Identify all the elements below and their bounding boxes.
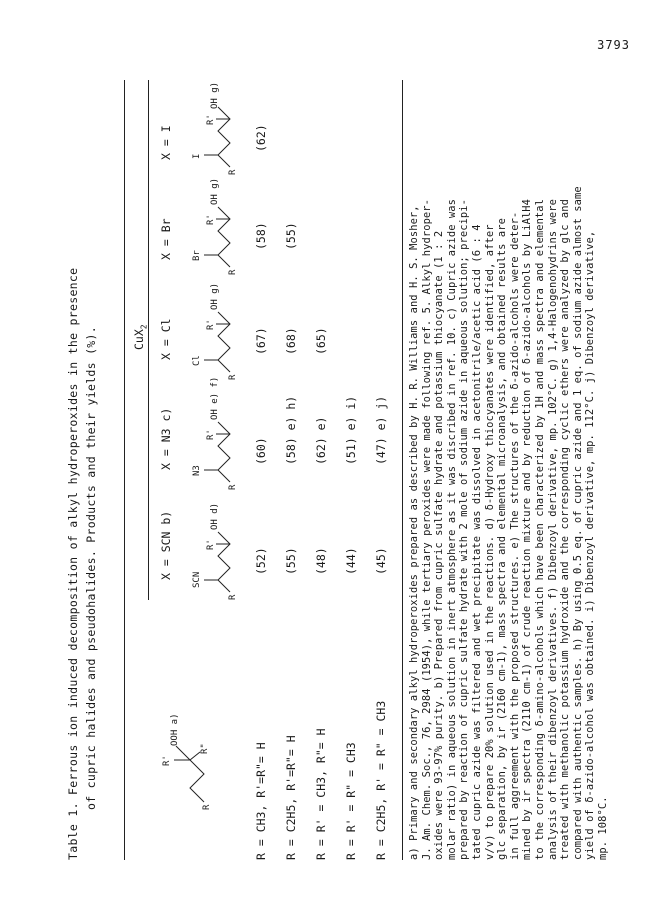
struct-r-n3: R — [228, 484, 238, 490]
row-label: R = R' = CH3, R"= H — [314, 728, 328, 860]
col-header-n3: X = N3 c) — [159, 407, 173, 470]
reactant-ooh: OOH a) — [170, 713, 180, 746]
struct-r-cl: R — [228, 374, 238, 380]
footnote-line: mined by ir spectra (2110 cm-1) of crude reaction mixture and by reduction of δ-azido-alcohols by LiAlH4 — [521, 199, 534, 860]
yield-cell: (55) — [284, 222, 298, 250]
footnote-line: a) Primary and secondary alkyl hydroperoxides prepared as described by H. R. Williams and H. S. Mosher, — [408, 205, 420, 860]
struct-r-scn: R — [228, 594, 238, 600]
footnote-line: in full aggreement with the proposed structures. e) The structures of the δ-azido-alcohols were deter- — [508, 211, 521, 860]
product-structure-scn — [184, 500, 244, 600]
yield-cell: (44) — [344, 547, 358, 575]
footnote-line: to the corresponding δ-amino-alcohols which have been characterized by 1H and mass spectra and elemental — [533, 199, 546, 860]
yield-cell: (47) e) j) — [374, 395, 388, 465]
yield-cell: (65) — [314, 327, 328, 355]
struct-end-cl: OH g) — [210, 282, 220, 310]
cux2-text: CuX — [132, 329, 146, 350]
product-structure-br — [184, 175, 244, 275]
product-structure-cl — [184, 280, 244, 380]
struct-end-scn: OH d) — [210, 502, 220, 530]
struct-rp-n3: R' — [206, 429, 216, 440]
cux2-subscript: 2 — [139, 324, 149, 330]
footnote-line: J. Am. Chem. Soc., 76, 2984 (1954), while tertiary peroxides were made following ref. 5. Alkyl hydroper- — [420, 199, 433, 860]
reactant-rdouble: R" — [200, 743, 210, 754]
cux2-header — [132, 324, 148, 350]
footnotes — [408, 80, 610, 860]
yield-cell: (45) — [374, 547, 388, 575]
row-label: R = C2H5, R'=R"= H — [284, 735, 298, 860]
row-label: R = C2H5, R' = R" = CH3 — [374, 700, 388, 860]
reactant-r: R — [202, 804, 212, 810]
struct-top-i: I — [192, 153, 202, 159]
yield-cell: (60) — [254, 437, 268, 465]
struct-r-br: R — [228, 269, 238, 275]
yield-cell: (52) — [254, 547, 268, 575]
struct-top-n3: N3 — [192, 465, 202, 476]
footnote-line: tated cupric azide was filtered and wet precipitate was dissolved in acetonitrile/acetic acid (6 : 4 — [470, 224, 483, 860]
yield-cell: (62) — [254, 124, 268, 152]
footnote-line: glc separation, by ir (2160 cm-1), mass spectra and elemental microanalysis, and obtained results are — [496, 218, 509, 860]
cux2-rule — [148, 80, 149, 600]
footnote-line: analysis of their dibenzoyl derivatives. f) Dibenzoyl derivative, mp. 102°C. g) 1,4-Halogenohydrins were — [546, 199, 559, 860]
struct-top-cl: Cl — [192, 355, 202, 366]
struct-rp-scn: R' — [206, 539, 216, 550]
reactant-structure — [154, 713, 214, 810]
row-label: R = CH3, R'=R"= H — [254, 742, 268, 860]
top-rule — [124, 80, 125, 860]
struct-end-br: OH g) — [210, 177, 220, 205]
table-caption — [64, 80, 100, 860]
struct-rp-br: R' — [206, 214, 216, 225]
yield-cell: (62) e) — [314, 416, 328, 465]
yield-cell: (55) — [284, 547, 298, 575]
bottom-rule — [402, 80, 403, 860]
caption-line-2: of cupric halides and pseudohalides. Products and their yields (%). — [84, 326, 98, 810]
col-header-br: X = Br — [159, 218, 173, 260]
footnote-line: mp. 108°C. — [596, 796, 609, 860]
struct-end-i: OH g) — [210, 81, 220, 109]
product-structure-i — [184, 80, 244, 175]
page-number: 3793 — [597, 38, 630, 52]
yield-cell: (48) — [314, 547, 328, 575]
yield-cell: (67) — [254, 327, 268, 355]
struct-rp-cl: R' — [206, 319, 216, 330]
row-label: R = R' = R" = CH3 — [344, 742, 358, 860]
struct-top-br: Br — [192, 250, 202, 261]
product-structure-n3 — [184, 376, 244, 490]
footnote-line: compared with authentic samples. h) By using 0.5 eq. of cupric azide and 1 eq. of sodium azide almost same — [571, 186, 584, 860]
footnote-line: treated with methanolic potassium hydroxide and the corresponding cyclic ethers were analyzed by glc and — [559, 199, 572, 860]
yield-cell: (58) e) h) — [284, 395, 298, 465]
reactant-rprime: R' — [162, 755, 172, 766]
col-header-cl: X = Cl — [159, 318, 173, 360]
footnote-line: v/v) to prepare 20% solution used in the reactions. d) δ-Hydroxy thiocyanates were identified, after — [483, 224, 496, 860]
col-header-scn: X = SCN b) — [159, 510, 173, 580]
yield-cell: (68) — [284, 327, 298, 355]
footnote-line: molar ratio) in aqueous solution in inert atmosphere as it was discribed in ref. 10. c) Cupric azide was — [445, 199, 458, 860]
col-header-i: X = I — [159, 125, 173, 160]
rotated-table-block — [64, 80, 609, 860]
footnote-line: yield of δ-azido-alcohol was obtained. i) Dibenzoyl derivative, mp. 112°C. j) Dibenzoyl derivative, — [584, 230, 597, 860]
struct-r-i: R — [228, 169, 238, 175]
footnote-line: oxides were 93-97% purity. b) Prepared from cupric sulfate hydrate and potassium thiocyanate (1 : 2 — [433, 230, 446, 860]
caption-line-1: Table 1. Ferrous ion induced decomposition of alkyl hydroperoxides in the presence — [66, 267, 80, 860]
footnote-line: prepared by reaction of cupric sulfate hydrate with 2 mole of sodium azide in aqueous solution; precipi- — [458, 199, 471, 860]
yield-cell: (51) e) i) — [344, 395, 358, 465]
struct-top-scn: SCN — [192, 571, 202, 588]
struct-rp-i: R' — [206, 114, 216, 125]
yield-cell: (58) — [254, 222, 268, 250]
struct-end-n3: OH e) f) — [210, 376, 220, 420]
